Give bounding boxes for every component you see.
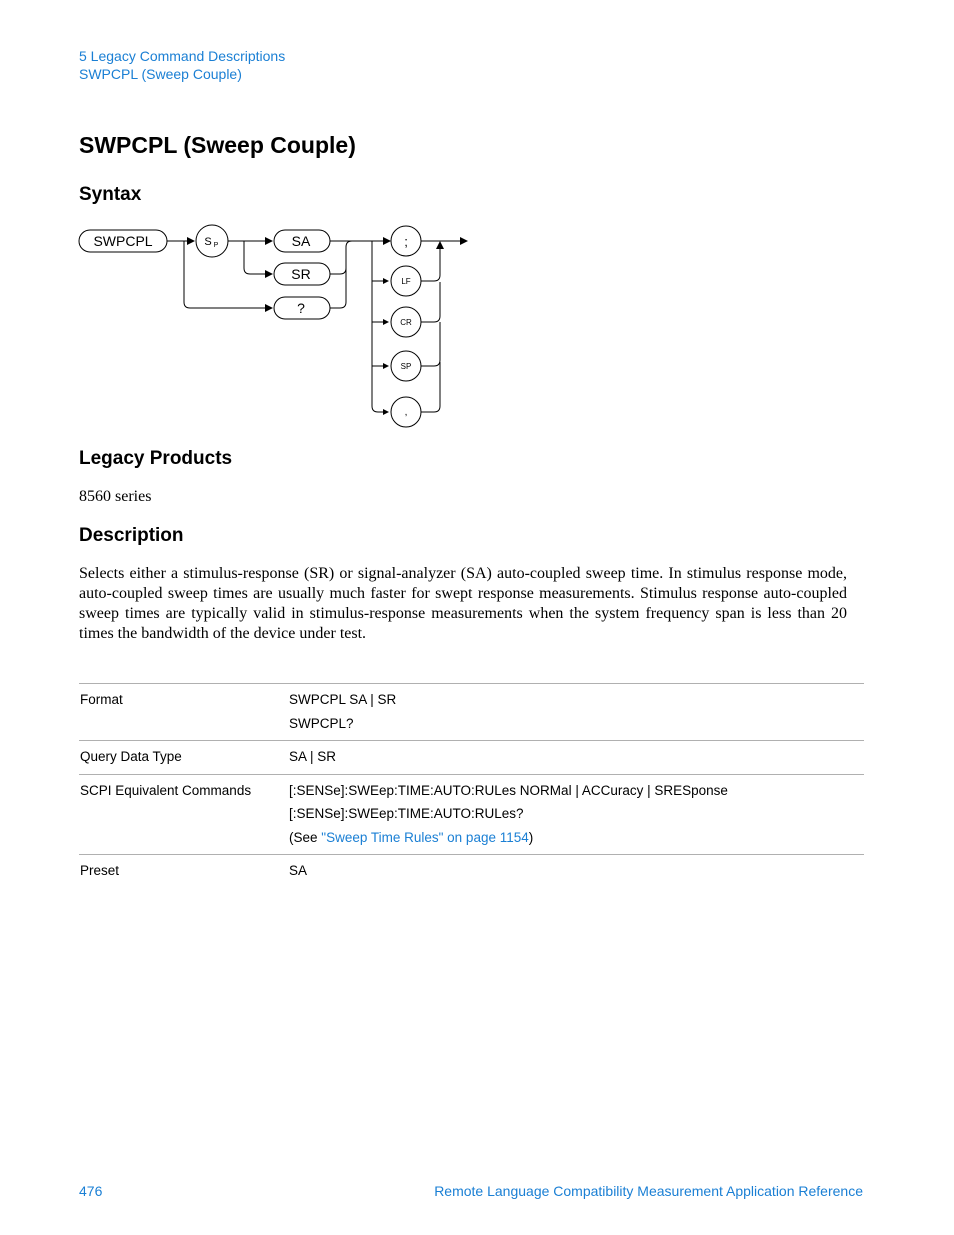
preset-label: Preset: [80, 863, 120, 878]
terminator-sp-label: SP: [400, 362, 412, 371]
sp-separator-s: S: [204, 236, 212, 248]
see-prefix: (See: [289, 829, 322, 845]
scpi-value: [289, 774, 864, 855]
page-number: 476: [79, 1183, 103, 1199]
table-row: [79, 741, 864, 775]
syntax-heading: Syntax: [79, 184, 142, 205]
table-row: [79, 684, 864, 741]
description-text: Selects either a stimulus-response (SR) or signal-analyzer (SA) auto-coupled sweep time. In stimulus response mode, auto-coupled sweep times are usually much faster for swept response measurements. Stimulus response auto-coupled sweep times are typically valid in stimulus-response measurements when the system frequency span is less than 20 times the bandwidth of the device under test.: [79, 565, 847, 642]
preset-value: SA: [289, 863, 308, 878]
page-title: SWPCPL (Sweep Couple): [79, 132, 356, 158]
scpi-label: SCPI Equivalent Commands: [80, 782, 252, 798]
legacy-products-heading: Legacy Products: [79, 448, 233, 469]
option-query-label: ?: [297, 300, 305, 316]
terminator-comma-label: ,: [404, 407, 408, 418]
syntax-diagram: [78, 222, 478, 432]
legacy-products-text: 8560 series: [79, 488, 152, 505]
format-value: [289, 684, 864, 741]
sp-separator-node: [196, 225, 228, 257]
format-line-1: SWPCPL SA | SR: [289, 692, 397, 707]
description-heading: Description: [79, 525, 184, 546]
command-info-table: [79, 683, 864, 888]
breadcrumb: [79, 47, 285, 83]
option-sr-label: SR: [291, 266, 311, 282]
table-row: [79, 774, 864, 855]
command-label: SWPCPL: [93, 233, 153, 249]
table-row: [79, 855, 864, 888]
query-data-type-value: SA | SR: [289, 749, 337, 764]
format-label: Format: [80, 692, 123, 707]
see-suffix: ): [528, 829, 534, 845]
scpi-line-1: [:SENSe]:SWEep:TIME:AUTO:RULes NORMal | ACCuracy | SRESponse: [289, 782, 728, 798]
book-title: Remote Language Compatibility Measurement Application Reference: [434, 1183, 863, 1199]
breadcrumb-section: SWPCPL (Sweep Couple): [79, 66, 242, 82]
format-line-2: SWPCPL?: [289, 715, 354, 731]
option-sa-label: SA: [291, 233, 311, 249]
scpi-see-line: [289, 826, 864, 850]
sp-separator-p: P: [213, 242, 219, 249]
scpi-line-2: [:SENSe]:SWEep:TIME:AUTO:RULes?: [289, 806, 524, 821]
terminator-semicolon-label: ;: [404, 234, 408, 249]
breadcrumb-chapter: 5 Legacy Command Descriptions: [79, 48, 286, 64]
sweep-time-rules-link[interactable]: "Sweep Time Rules" on page 1154: [321, 829, 529, 845]
terminator-cr-label: CR: [400, 318, 412, 327]
terminator-lf-label: LF: [401, 277, 411, 286]
query-data-type-label: Query Data Type: [80, 749, 182, 764]
